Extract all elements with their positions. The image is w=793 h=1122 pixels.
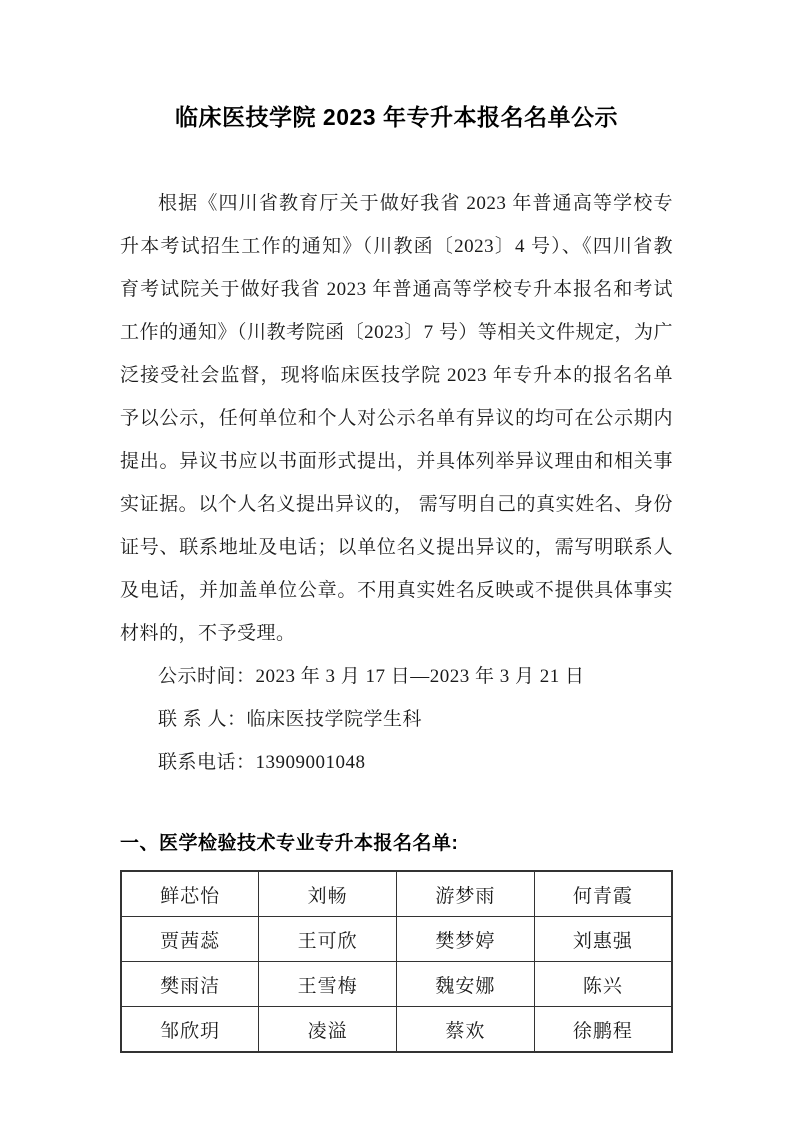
- table-row: [121, 871, 672, 917]
- notice-paragraph: 根据《四川省教育厅关于做好我省 2023 年普通高等学校专升本考试招生工作的通知》（川教函〔2023〕4 号）、《四川省教育考试院关于做好我省 2023 年普通高等学校专升本报名和考试工作的通知》（川教考院函〔2023〕7 号）等相关文件规定，为广泛接受社会监督，现将临床医技学院 2023 年专升本的报名名单予以公示，任何单位和个人对公示名单有异议的均可在公示期内提出。异议书应以书面形式提出，并具体列举异议理由和相关事实证据。以个人名义提出异议的， 需写明自己的真实姓名、身份证号、联系地址及电话；以单位名义提出异议的，需写明联系人及电话，并加盖单位公章。不用真实姓名反映或不提供具体事实材料的，不予受理。: [120, 193, 673, 644]
- student-name-cell: 刘畅: [259, 871, 397, 917]
- table-row: [121, 1007, 672, 1053]
- student-name-cell: 樊雨洁: [121, 962, 259, 1007]
- contact-person-line: [120, 698, 673, 741]
- contact-phone-value: 13909001048: [255, 752, 366, 773]
- student-name-cell: 王雪梅: [259, 962, 397, 1007]
- student-name-cell: 游梦雨: [397, 871, 535, 917]
- student-name-cell: 何青霞: [534, 871, 672, 917]
- student-name-cell: 王可欣: [259, 917, 397, 962]
- student-name-cell: 鲜芯怡: [121, 871, 259, 917]
- student-name-cell: 凌溢: [259, 1007, 397, 1053]
- contact-info: [120, 655, 673, 784]
- roster-table: [120, 870, 673, 1053]
- student-name-cell: 陈兴: [534, 962, 672, 1007]
- student-name-cell: 邹欣玥: [121, 1007, 259, 1053]
- student-name-cell: 樊梦婷: [397, 917, 535, 962]
- student-name-cell: 刘惠强: [534, 917, 672, 962]
- student-name-cell: 贾茜蕊: [121, 917, 259, 962]
- contact-person-label: 联 系 人：: [158, 709, 247, 730]
- contact-person-value: 临床医技学院学生科: [246, 709, 423, 730]
- student-name-cell: 徐鹏程: [534, 1007, 672, 1053]
- contact-phone-line: [120, 741, 673, 784]
- student-name-cell: 蔡欢: [397, 1007, 535, 1053]
- publicity-period-label: 公示时间：: [158, 666, 256, 687]
- document-title: 临床医技学院 2023 年专升本报名名单公示: [175, 104, 618, 130]
- publicity-period-value: 2023 年 3 月 17 日—2023 年 3 月 21 日: [255, 666, 585, 687]
- section-heading-roster: 一、医学检验技术专业专升本报名名单:: [120, 833, 459, 854]
- student-name-cell: 魏安娜: [397, 962, 535, 1007]
- table-row: [121, 917, 672, 962]
- contact-phone-label: 联系电话：: [158, 752, 256, 773]
- publicity-period-line: [120, 655, 673, 698]
- table-row: [121, 962, 672, 1007]
